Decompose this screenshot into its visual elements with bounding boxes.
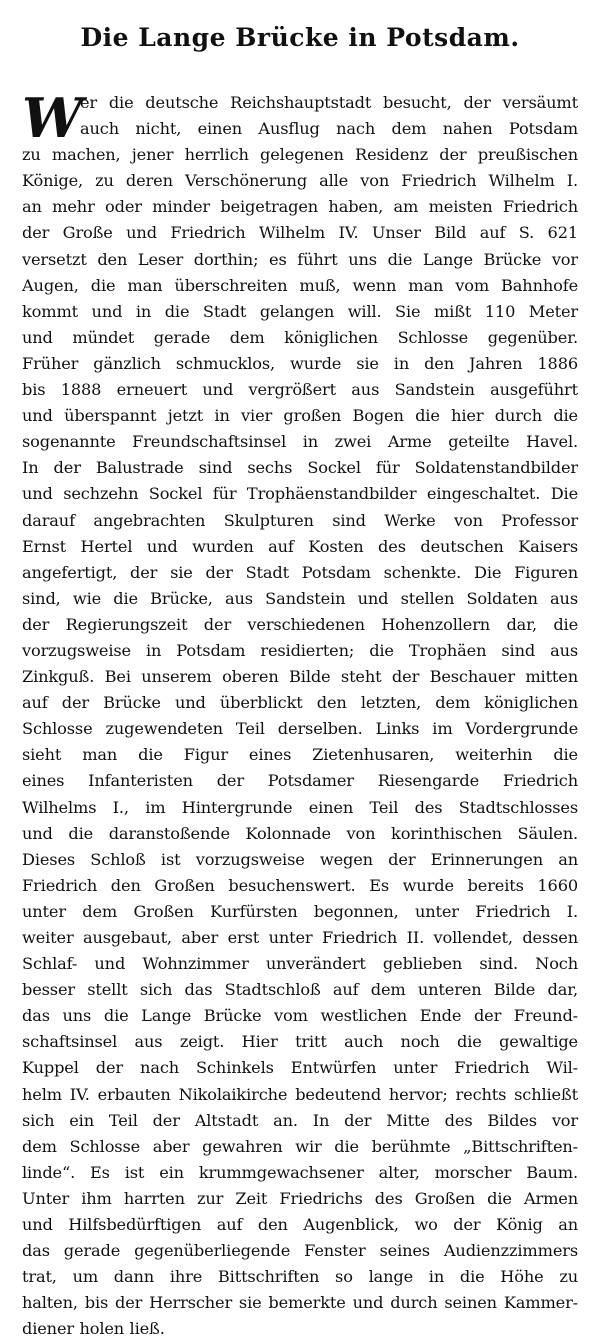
- text-line: Früher gänzlich schmucklos, wurde sie in den Jahren 1886: [22, 353, 578, 373]
- text-line: besser stellt sich das Stadtschloß auf dem unteren Bilde dar,: [22, 980, 578, 1000]
- text-line: Kuppel der nach Schinkels Entwürfen unter Friedrich Wil-: [22, 1058, 578, 1078]
- text-line: und Hilfsbedürftigen auf den Augenblick, wo der König an: [22, 1215, 578, 1235]
- text-line: unter dem Großen Kurfürsten begonnen, unter Friedrich I.: [22, 901, 578, 921]
- text-line: bis 1888 erneuert und vergrößert aus Sandstein ausgeführt: [22, 380, 578, 400]
- text-line: weiter ausgebaut, aber erst unter Friedrich II. vollendet, dessen: [22, 928, 578, 947]
- article-title: Die Lange Brücke in Potsdam.: [80, 23, 520, 52]
- text-line: sogenannte Freundschaftsinsel in zwei Arme geteilte Havel.: [22, 432, 578, 452]
- text-line: das gerade gegenüberliegende Fenster seines Audienzzimmers: [22, 1241, 578, 1261]
- text-line: das uns die Lange Brücke vom westlichen Ende der Freund-: [22, 1006, 578, 1026]
- text-line: der Regierungszeit der verschiedenen Hohenzollern dar, die: [22, 614, 578, 634]
- text-line: dem Schlosse aber gewahren wir die berühmte „Bittschriften-: [22, 1136, 578, 1156]
- text-line: zu machen, jener herrlich gelegenen Residenz der preußischen: [22, 145, 578, 165]
- text-line: angefertigt, der sie der Stadt Potsdam schenkte. Die Figuren: [22, 562, 578, 582]
- text-line: Schlosse zugewendeten Teil derselben. Links im Vordergrunde: [22, 719, 578, 739]
- text-line: trat, um dann ihre Bittschriften so lange in die Höhe zu: [22, 1267, 578, 1287]
- text-line: helm IV. erbauten Nikolaikirche bedeutend hervor; rechts schließt: [22, 1084, 578, 1104]
- text-line: Schlaf- und Wohnzimmer unverändert geblieben sind. Noch: [22, 954, 578, 974]
- text-line: sieht man die Figur eines Zietenhusaren, weiterhin die: [22, 745, 578, 765]
- text-line: versetzt den Leser dorthin; es führt uns die Lange Brücke vor: [22, 249, 578, 269]
- text-line: und überspannt jetzt in vier großen Bogen die hier durch die: [22, 406, 578, 426]
- drop-cap: W: [22, 86, 83, 150]
- text-line: darauf angebrachten Skulpturen sind Werke von Professor: [22, 510, 578, 530]
- text-line: diener holen ließ.: [22, 1319, 165, 1339]
- text-line: auch nicht, einen Ausflug nach dem nahen Potsdam: [80, 119, 578, 139]
- text-line: linde“. Es ist ein krummgewachsener alter, morscher Baum.: [22, 1162, 578, 1182]
- text-line: auf der Brücke und überblickt den letzten, dem königlichen: [22, 693, 578, 713]
- text-line: eines Infanteristen der Potsdamer Riesengarde Friedrich: [22, 771, 578, 791]
- text-line: Dieses Schloß ist vorzugsweise wegen der Erinnerungen an: [22, 849, 578, 869]
- text-line: er die deutsche Reichshauptstadt besucht, der versäumt: [80, 93, 578, 112]
- text-line: Augen, die man überschreiten muß, wenn man vom Bahnhofe: [22, 275, 578, 295]
- text-line: sind, wie die Brücke, aus Sandstein und stellen Soldaten aus: [22, 588, 578, 608]
- text-line: Unter ihm harrten zur Zeit Friedrichs des Großen die Armen: [22, 1188, 578, 1208]
- text-line: schaftsinsel aus zeigt. Hier tritt auch noch die gewaltige: [22, 1032, 578, 1052]
- text-line: Wilhelms I., im Hintergrunde einen Teil des Stadtschlosses: [22, 797, 578, 817]
- text-line: vorzugsweise in Potsdam residierten; die Trophäen sind aus: [22, 640, 578, 660]
- text-line: halten, bis der Herrscher sie bemerkte und durch seinen Kammer-: [22, 1293, 578, 1313]
- text-line: Könige, zu deren Verschönerung alle von Friedrich Wilhelm I.: [22, 171, 578, 191]
- text-line: Friedrich den Großen besuchenswert. Es wurde bereits 1660: [22, 875, 578, 895]
- text-line: sich ein Teil der Altstadt an. In der Mitte des Bildes vor: [22, 1110, 578, 1130]
- text-line: kommt und in die Stadt gelangen will. Sie mißt 110 Meter: [22, 301, 578, 321]
- text-line: und mündet gerade dem königlichen Schlosse gegenüber.: [22, 327, 578, 347]
- text-line: der Große und Friedrich Wilhelm IV. Unser Bild auf S. 621: [22, 223, 578, 243]
- text-line: an mehr oder minder beigetragen haben, am meisten Friedrich: [22, 197, 578, 217]
- text-line: Ernst Hertel und wurden auf Kosten des deutschen Kaisers: [22, 536, 578, 556]
- text-line: und sechzehn Sockel für Trophäenstandbilder eingeschaltet. Die: [22, 484, 578, 504]
- text-line: und die daranstoßende Kolonnade von korinthischen Säulen.: [22, 823, 578, 843]
- text-line: In der Balustrade sind sechs Sockel für Soldatenstandbilder: [22, 458, 578, 478]
- text-line: Zinkguß. Bei unserem oberen Bilde steht der Beschauer mitten: [22, 667, 578, 687]
- article-page: [22, 18, 578, 1343]
